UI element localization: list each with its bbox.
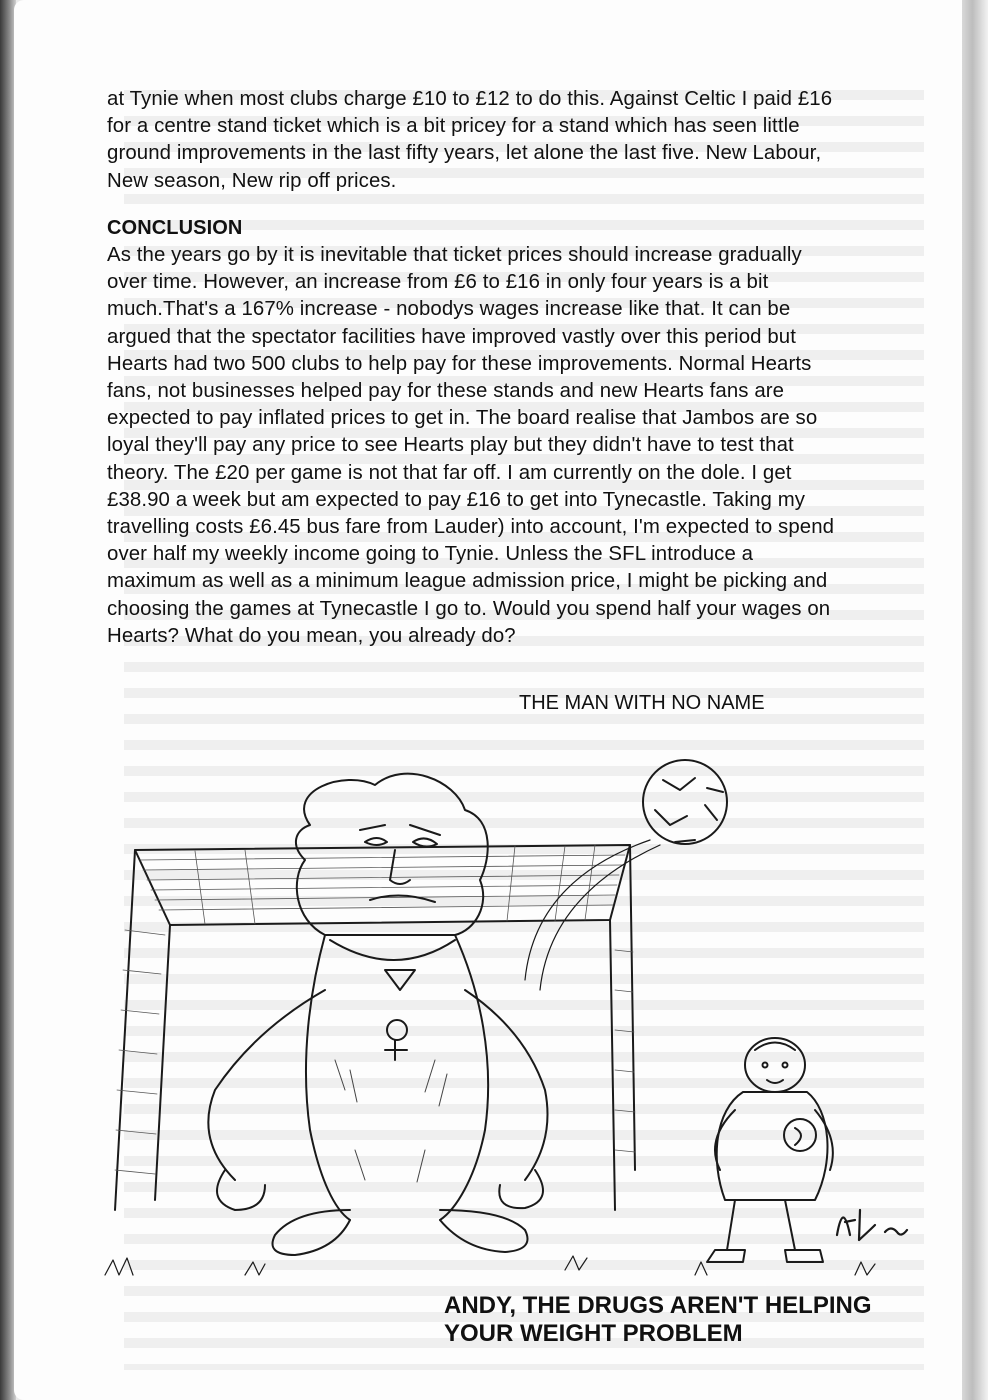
cartoon-caption xyxy=(444,1292,872,1348)
football xyxy=(525,760,727,990)
article-body xyxy=(107,86,947,650)
caption-line-1: ANDY, THE DRUGS AREN'T HELPING xyxy=(444,1292,872,1319)
article-paragraph-ticket-prices: at Tynie when most clubs charge £10 to £12 to do this. Against Celtic I paid £16 for a centre stand ticket which is a bit pricey for a stand which has seen little ground improvements in the last fifty years, let alone the last five. New Labour, New season, New rip off prices. xyxy=(107,88,833,192)
conclusion-heading: CONCLUSION xyxy=(107,216,243,239)
artist-signature xyxy=(837,1210,907,1240)
page-stack-edge-right xyxy=(962,0,988,1400)
author-signoff: THE MAN WITH NO NAME xyxy=(519,692,765,714)
small-player-character xyxy=(707,1038,833,1262)
caption-line-2: YOUR WEIGHT PROBLEM xyxy=(444,1320,743,1347)
cartoon-illustration xyxy=(95,730,955,1300)
grass xyxy=(105,1256,875,1275)
conclusion-paragraph: As the years go by it is inevitable that ticket prices should increase gradually over time. However, an increase from £6 to £16 in only four years is a bit much.That's a 167% increase - nobodys wages increase like that. It can be argued that the spectator facilities have improved vastly over this period but Hearts had two 500 clubs to help pay for these improvements. Normal Hearts fans, not businesses helped pay for these stands and new Hearts fans are expected to pay inflated prices to get in. The board realise that Jambos are so loyal they'll pay any price to see Hearts play but they didn't have to test that theory. The £20 per game is not that far off. I am currently on the dole. I get £38.90 a week but am expected to pay £16 to get into Tynecastle. Taking my travelling costs £6.45 bus fare from Lauder) into account, I'm expected to spend over half my weekly income going to Tynie. Unless the SFL introduce a maximum as well as a minimum league admission price, I might be picking and choosing the games at Tynecastle I go to. Would you spend half your wages on Hearts? What do you mean, you already do? xyxy=(107,244,835,647)
